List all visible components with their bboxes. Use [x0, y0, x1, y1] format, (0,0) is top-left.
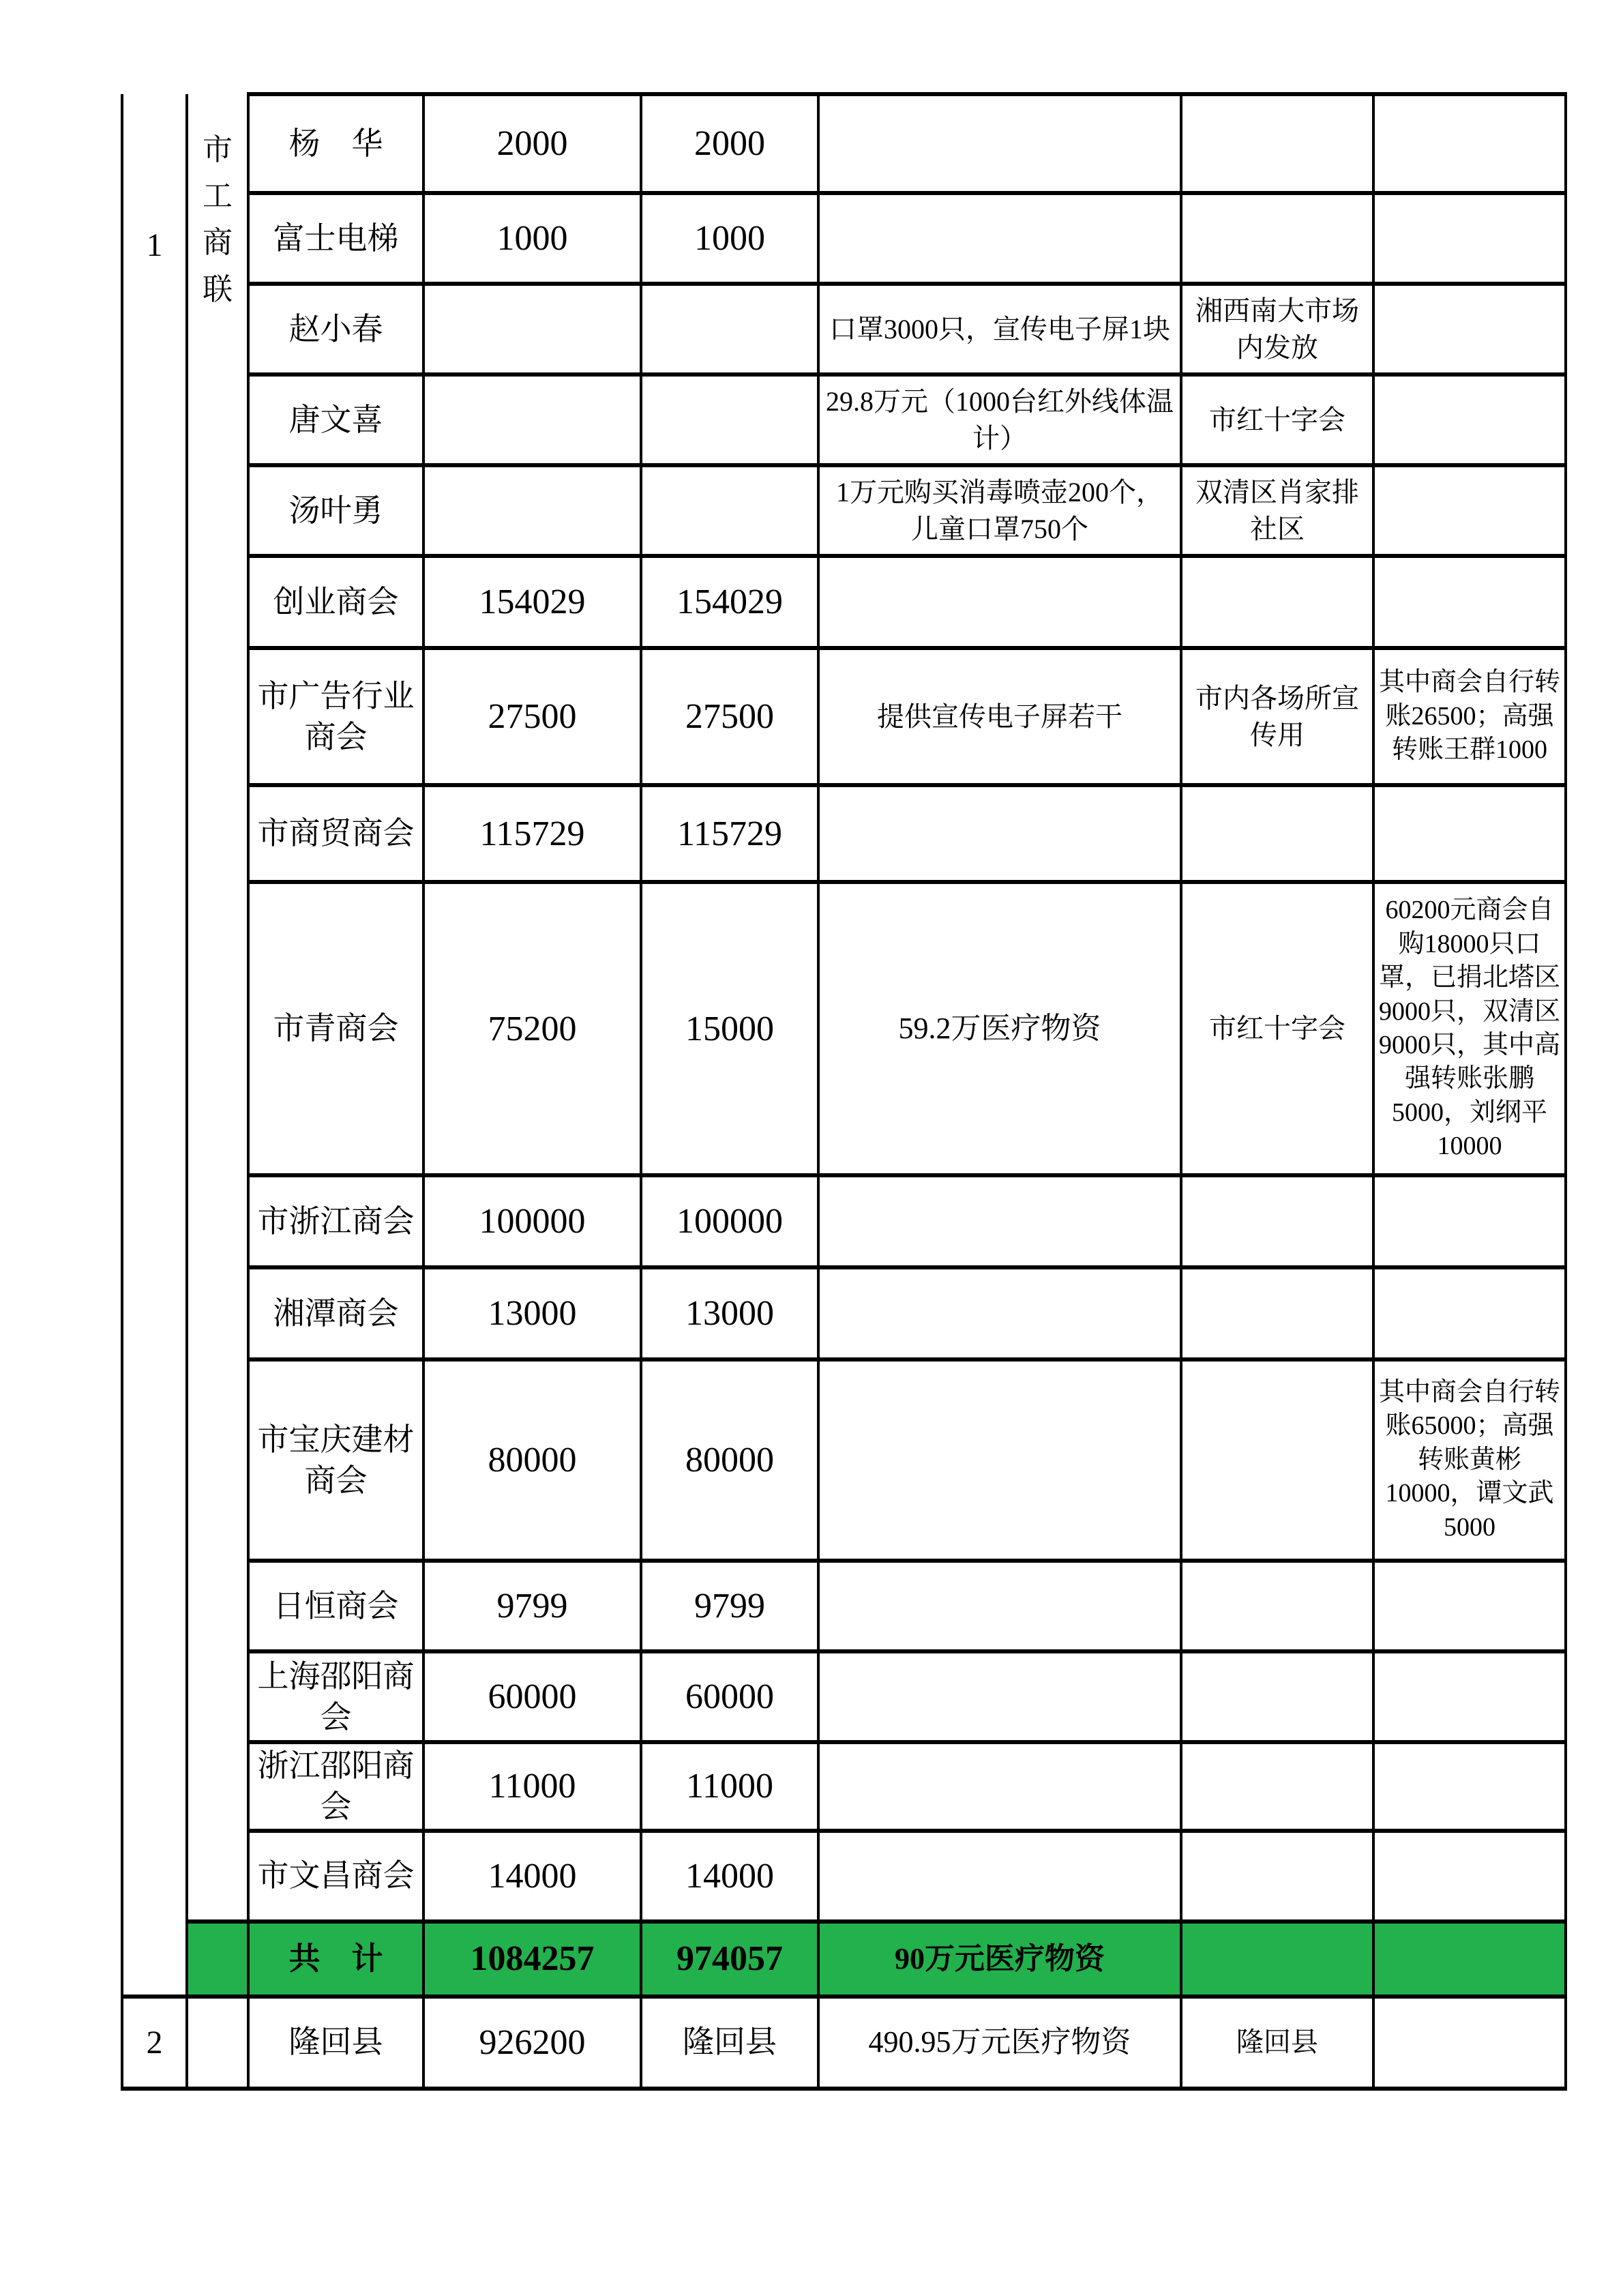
remark-cell: [1373, 1997, 1566, 2089]
amount-received-cell: [641, 374, 818, 465]
amount-donated-cell: 11000: [423, 1742, 641, 1831]
amount-donated-cell: [423, 284, 641, 374]
destination-cell: [1181, 1359, 1373, 1561]
destination-cell: [1181, 785, 1373, 882]
table-row: [122, 1267, 1566, 1359]
destination-cell: [1181, 1175, 1373, 1267]
amount-donated-cell: 926200: [423, 1997, 641, 2089]
name-cell: 市宝庆建材商会: [248, 1359, 423, 1561]
amount-received-cell: 2000: [641, 94, 818, 193]
amount-received-cell: [641, 465, 818, 556]
material-cell: [818, 1561, 1181, 1651]
table-row: [122, 1359, 1566, 1561]
amount-received-cell: 1000: [641, 193, 818, 284]
amount-received-cell: 14000: [641, 1831, 818, 1922]
amount-received-cell: 9799: [641, 1561, 818, 1651]
group2-org-cell: [187, 1997, 248, 2089]
name-cell: 创业商会: [248, 556, 423, 648]
table-row: [122, 374, 1566, 465]
total-amount-received-cell: 974057: [641, 1922, 818, 1997]
table-row: [122, 556, 1566, 648]
amount-donated-cell: 14000: [423, 1831, 641, 1922]
destination-cell: [1181, 556, 1373, 648]
destination-cell: 湘西南大市场内发放: [1181, 284, 1373, 374]
name-cell: 上海邵阳商会: [248, 1651, 423, 1742]
remark-cell: [1373, 1831, 1566, 1922]
amount-donated-cell: 60000: [423, 1651, 641, 1742]
amount-donated-cell: 27500: [423, 648, 641, 785]
table-row: [122, 465, 1566, 556]
amount-received-cell: 27500: [641, 648, 818, 785]
material-cell: [818, 1175, 1181, 1267]
material-cell: [818, 193, 1181, 284]
material-cell: 提供宣传电子屏若干: [818, 648, 1181, 785]
destination-cell: [1181, 1267, 1373, 1359]
name-cell: 市青商会: [248, 882, 423, 1175]
name-cell: 日恒商会: [248, 1561, 423, 1651]
destination-cell: [1181, 193, 1373, 284]
material-cell: [818, 1267, 1181, 1359]
destination-cell: 双清区肖家排社区: [1181, 465, 1373, 556]
group1-serial: 1: [146, 227, 163, 263]
remark-cell: 60200元商会自购18000只口罩，已捐北塔区9000只，双清区9000只，其中高强转账张鹏5000，刘纲平10000: [1373, 882, 1566, 1175]
destination-cell: 市内各场所宣传用: [1181, 648, 1373, 785]
remark-cell: [1373, 193, 1566, 284]
table-row: [122, 1175, 1566, 1267]
destination-cell: [1181, 1561, 1373, 1651]
material-cell: [818, 785, 1181, 882]
material-cell: [818, 1831, 1181, 1922]
amount-donated-cell: [423, 465, 641, 556]
remark-cell: [1373, 785, 1566, 882]
total-org-spacer-cell: [187, 1922, 248, 1997]
destination-cell: 市红十字会: [1181, 882, 1373, 1175]
table-row: [122, 648, 1566, 785]
amount-received-cell: 80000: [641, 1359, 818, 1561]
name-cell: 赵小春: [248, 284, 423, 374]
table-row: [122, 284, 1566, 374]
table-row: [122, 1742, 1566, 1831]
group1-serial-cell: [122, 94, 187, 1997]
material-cell: [818, 1651, 1181, 1742]
amount-received-cell: 11000: [641, 1742, 818, 1831]
remark-cell: [1373, 284, 1566, 374]
table-row: [122, 94, 1566, 193]
destination-cell: [1181, 1651, 1373, 1742]
destination-cell: 隆回县: [1181, 1997, 1373, 2089]
total-destination-cell: [1181, 1922, 1373, 1997]
material-cell: 口罩3000只，宣传电子屏1块: [818, 284, 1181, 374]
amount-donated-cell: 13000: [423, 1267, 641, 1359]
table-row-group2: [122, 1997, 1566, 2089]
material-cell: [818, 1742, 1181, 1831]
destination-cell: [1181, 1831, 1373, 1922]
name-cell: 市广告行业商会: [248, 648, 423, 785]
material-cell: 59.2万医疗物资: [818, 882, 1181, 1175]
group1-org-cell: [187, 94, 248, 1922]
destination-cell: 市红十字会: [1181, 374, 1373, 465]
name-cell: 富士电梯: [248, 193, 423, 284]
material-cell: 1万元购买消毒喷壶200个，儿童口罩750个: [818, 465, 1181, 556]
name-cell: 市商贸商会: [248, 785, 423, 882]
amount-received-cell: 13000: [641, 1267, 818, 1359]
table-row: [122, 882, 1566, 1175]
name-cell: 汤叶勇: [248, 465, 423, 556]
remark-cell: [1373, 556, 1566, 648]
amount-donated-cell: 2000: [423, 94, 641, 193]
table-row: [122, 1651, 1566, 1742]
material-cell: 490.95万元医疗物资: [818, 1997, 1181, 2089]
amount-received-cell: 60000: [641, 1651, 818, 1742]
remark-cell: [1373, 1175, 1566, 1267]
amount-received-cell: 154029: [641, 556, 818, 648]
amount-donated-cell: 100000: [423, 1175, 641, 1267]
group1-org-label: 市工商联: [203, 133, 233, 306]
table-row: [122, 193, 1566, 284]
destination-cell: [1181, 1742, 1373, 1831]
name-cell: 唐文喜: [248, 374, 423, 465]
remark-cell: [1373, 465, 1566, 556]
destination-cell: [1181, 94, 1373, 193]
table-row: [122, 1561, 1566, 1651]
group2-serial-cell: 2: [122, 1997, 187, 2089]
amount-donated-cell: [423, 374, 641, 465]
amount-donated-cell: 80000: [423, 1359, 641, 1561]
total-material-cell: 90万元医疗物资: [818, 1922, 1181, 1997]
total-amount-donated-cell: 1084257: [423, 1922, 641, 1997]
remark-cell: 其中商会自行转账65000；高强转账黄彬10000，谭文武5000: [1373, 1359, 1566, 1561]
amount-donated-cell: 115729: [423, 785, 641, 882]
amount-received-cell: 100000: [641, 1175, 818, 1267]
material-cell: [818, 94, 1181, 193]
remark-cell: [1373, 374, 1566, 465]
amount-received-cell: 15000: [641, 882, 818, 1175]
amount-received-cell: 隆回县: [641, 1997, 818, 2089]
material-cell: 29.8万元（1000台红外线体温计）: [818, 374, 1181, 465]
total-remark-cell: [1373, 1922, 1566, 1997]
material-cell: [818, 556, 1181, 648]
material-cell: [818, 1359, 1181, 1561]
amount-received-cell: [641, 284, 818, 374]
amount-donated-cell: 154029: [423, 556, 641, 648]
total-label-cell: 共 计: [248, 1922, 423, 1997]
remark-cell: [1373, 1561, 1566, 1651]
name-cell: 杨 华: [248, 94, 423, 193]
remark-cell: [1373, 1267, 1566, 1359]
name-cell: 市浙江商会: [248, 1175, 423, 1267]
donation-table: [121, 92, 1567, 2091]
name-cell: 隆回县: [248, 1997, 423, 2089]
remark-cell: [1373, 1742, 1566, 1831]
remark-cell: 其中商会自行转账26500；高强转账王群1000: [1373, 648, 1566, 785]
remark-cell: [1373, 94, 1566, 193]
amount-donated-cell: 75200: [423, 882, 641, 1175]
table-row: [122, 785, 1566, 882]
amount-received-cell: 115729: [641, 785, 818, 882]
total-row: [122, 1922, 1566, 1997]
table-row: [122, 1831, 1566, 1922]
amount-donated-cell: 9799: [423, 1561, 641, 1651]
name-cell: 市文昌商会: [248, 1831, 423, 1922]
amount-donated-cell: 1000: [423, 193, 641, 284]
name-cell: 湘潭商会: [248, 1267, 423, 1359]
remark-cell: [1373, 1651, 1566, 1742]
name-cell: 浙江邵阳商会: [248, 1742, 423, 1831]
